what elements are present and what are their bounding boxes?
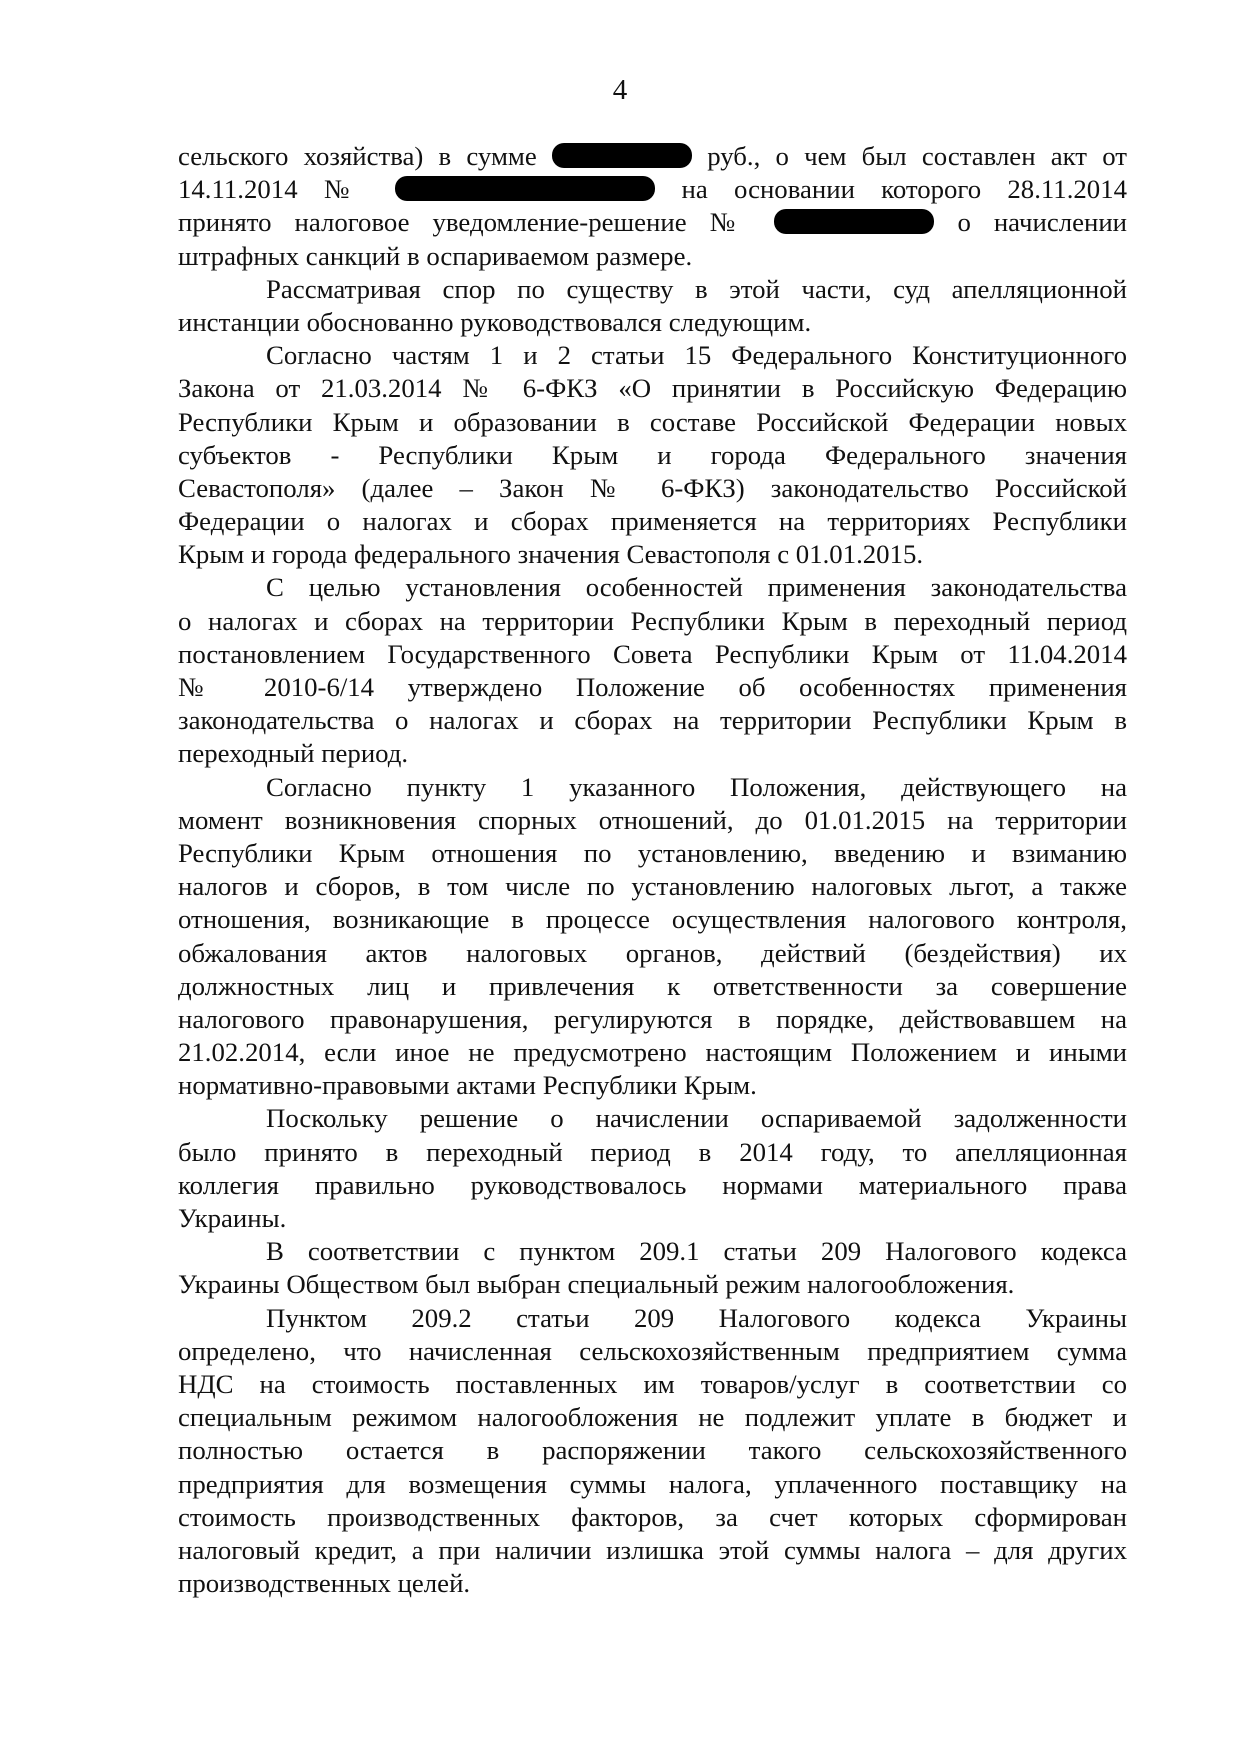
text-line: [178, 538, 1127, 571]
text-segment: НДС на стоимость поставленных им товаров/услуг в соответствии со: [178, 1368, 1127, 1399]
text-segment: обжалования актов налоговых органов, действий (бездействия) их: [178, 937, 1127, 968]
text-line: [178, 970, 1127, 1003]
text-segment: 14.11.2014 №: [178, 174, 369, 205]
text-segment: производственных целей.: [178, 1568, 471, 1599]
text-segment: Пунктом 209.2 статьи 209 Налогового кодекса Украины: [266, 1302, 1127, 1333]
document-body: [178, 140, 1127, 1600]
text-segment: Рассматривая спор по существу в этой части, суд апелляционной: [266, 273, 1127, 304]
text-line: [178, 638, 1127, 671]
text-line: [178, 505, 1127, 538]
text-segment: предприятия для возмещения суммы налога, уплаченного поставщику на: [178, 1468, 1127, 1499]
redaction-box: [552, 143, 692, 168]
text-segment: Крым и города федерального значения Севастополя с 01.01.2015.: [178, 539, 924, 570]
text-segment: руб., о чем был составлен акт от: [707, 141, 1127, 171]
text-segment: коллегия правильно руководствовалось нормами материального права: [178, 1169, 1127, 1200]
text-segment: В соответствии с пунктом 209.1 статьи 209 Налогового кодекса: [266, 1236, 1127, 1267]
text-line: [178, 1368, 1127, 1401]
text-line: [178, 439, 1127, 472]
text-line: [178, 571, 1127, 604]
text-segment: Республики Крым и образовании в составе Российской Федерации новых: [178, 406, 1127, 437]
text-segment: налогов и сборов, в том числе по установлению налоговых льгот, а также: [178, 871, 1127, 902]
text-line: [178, 903, 1127, 936]
text-line: [178, 1202, 1127, 1235]
text-line: [178, 1567, 1127, 1600]
text-line: [178, 1136, 1127, 1169]
text-line: [178, 870, 1127, 903]
text-segment: было принято в переходный период в 2014 году, то апелляционная: [178, 1136, 1127, 1167]
text-line: [178, 472, 1127, 505]
text-segment: инстанции обоснованно руководствовался следующим.: [178, 306, 812, 337]
text-segment: принято налоговое уведомление-решение №: [178, 207, 752, 238]
text-segment: стоимость производственных факторов, за счет которых сформирован: [178, 1501, 1127, 1532]
text-line: [178, 1235, 1127, 1268]
text-segment: постановлением Государственного Совета Республики Крым от 11.04.2014: [178, 638, 1127, 669]
text-line: [178, 206, 1127, 239]
text-line: [178, 671, 1127, 704]
text-line: [178, 1335, 1127, 1368]
text-line: [178, 1401, 1127, 1434]
text-line: [178, 173, 1127, 206]
text-segment: законодательства о налогах и сборах на территории Республики Крым в: [178, 705, 1127, 736]
text-line: [178, 1036, 1127, 1069]
text-line: [178, 1069, 1127, 1102]
text-segment: Украины Обществом был выбран специальный режим налогообложения.: [178, 1269, 1015, 1300]
text-line: [178, 771, 1127, 804]
text-segment: Закона от 21.03.2014 № 6-ФКЗ «О принятии в Российскую Федерацию: [178, 373, 1127, 404]
text-line: [178, 704, 1127, 737]
text-line: [178, 804, 1127, 837]
redaction-box: [395, 176, 655, 201]
text-line: [178, 406, 1127, 439]
text-line: [178, 372, 1127, 405]
text-line: [178, 1534, 1127, 1567]
text-line: [178, 605, 1127, 638]
redaction-box: [774, 209, 934, 234]
text-segment: Поскольку решение о начислении оспариваемой задолженности: [266, 1103, 1127, 1134]
text-segment: Федерации о налогах и сборах применяется на территориях Республики: [178, 506, 1127, 537]
text-line: [178, 1302, 1127, 1335]
text-segment: Севастополя» (далее – Закон № 6-ФКЗ) законодательство Российской: [178, 472, 1127, 503]
text-line: [178, 1468, 1127, 1501]
text-segment: № 2010-6/14 утверждено Положение об особенностях применения: [178, 672, 1127, 702]
text-line: [178, 937, 1127, 970]
text-segment: нормативно-правовыми актами Республики Крым.: [178, 1070, 757, 1101]
text-segment: Согласно частям 1 и 2 статьи 15 Федерального Конституционного: [266, 340, 1127, 371]
text-segment: сельского хозяйства) в сумме: [178, 141, 537, 171]
text-line: [178, 1102, 1127, 1135]
text-segment: отношения, возникающие в процессе осуществления налогового контроля,: [178, 904, 1127, 935]
text-line: [178, 339, 1127, 372]
text-segment: Согласно пункту 1 указанного Положения, действующего на: [266, 771, 1127, 802]
text-segment: субъектов - Республики Крым и города Федерального значения: [178, 439, 1127, 470]
text-line: [178, 1169, 1127, 1202]
text-line: [178, 140, 1127, 173]
text-segment: С целью установления особенностей применения законодательства: [266, 572, 1127, 603]
text-segment: определено, что начисленная сельскохозяйственным предприятием сумма: [178, 1335, 1127, 1366]
text-line: [178, 1268, 1127, 1301]
text-segment: штрафных санкций в оспариваемом размере.: [178, 240, 693, 271]
text-line: [178, 837, 1127, 870]
text-line: [178, 1501, 1127, 1534]
text-segment: момент возникновения спорных отношений, до 01.01.2015 на территории: [178, 804, 1127, 835]
page-number: 4: [612, 74, 628, 106]
text-segment: налоговый кредит, а при наличии излишка этой суммы налога – для других: [178, 1534, 1127, 1565]
text-segment: должностных лиц и привлечения к ответственности за совершение: [178, 970, 1127, 1001]
text-segment: налогового правонарушения, регулируются в порядке, действовавшем на: [178, 1003, 1127, 1034]
text-segment: специальным режимом налогообложения не подлежит уплате в бюджет и: [178, 1402, 1127, 1433]
text-segment: полностью остается в распоряжении такого сельскохозяйственного: [178, 1435, 1127, 1466]
text-segment: Украины.: [178, 1203, 287, 1233]
text-segment: переходный период.: [178, 738, 409, 769]
text-segment: о начислении: [957, 207, 1128, 238]
text-segment: Республики Крым отношения по установлению, введению и взиманию: [178, 837, 1127, 868]
text-line: [178, 240, 1127, 273]
text-segment: о налогах и сборах на территории Республики Крым в переходный период: [178, 605, 1127, 636]
text-line: [178, 1434, 1127, 1467]
text-line: [178, 273, 1127, 306]
text-line: [178, 306, 1127, 339]
text-segment: на основании которого 28.11.2014: [681, 174, 1128, 205]
text-line: [178, 737, 1127, 770]
text-segment: 21.02.2014, если иное не предусмотрено настоящим Положением и иными: [178, 1037, 1127, 1068]
text-line: [178, 1003, 1127, 1036]
